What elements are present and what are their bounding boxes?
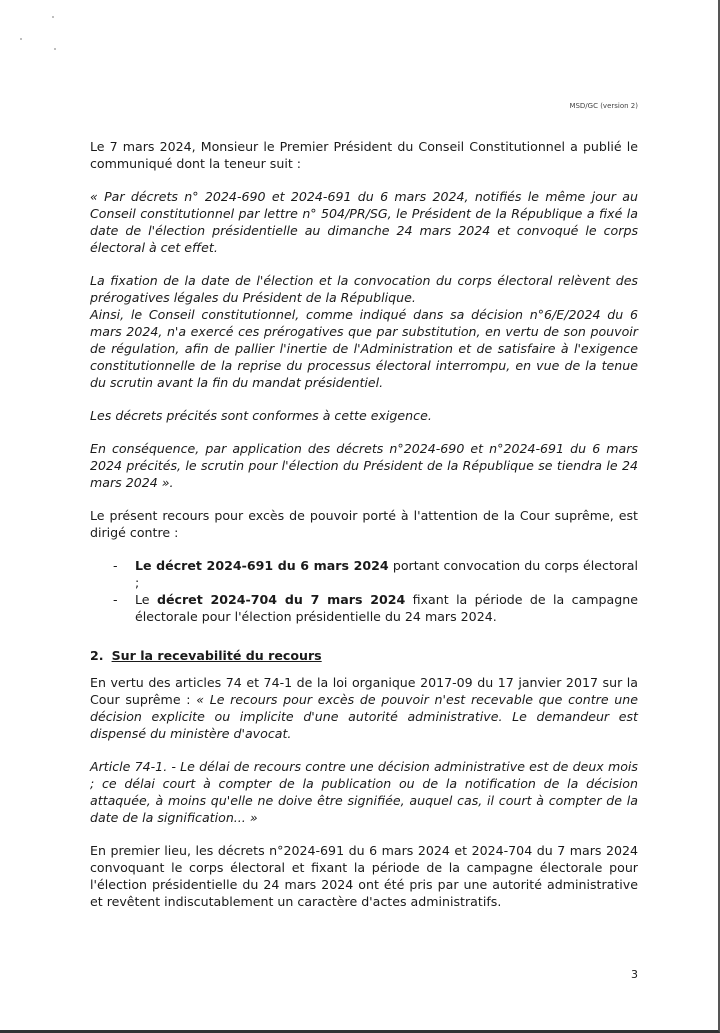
- articles-paragraph: [90, 674, 638, 742]
- intro-paragraph: Le 7 mars 2024, Monsieur le Premier Président du Conseil Constitutionnel a publié le communiqué dont la teneur suit :: [90, 139, 638, 171]
- scan-speck: [52, 16, 54, 18]
- article-74-1-paragraph: Article 74-1. - Le délai de recours contre une décision administrative est de deux mois ; ce délai court à compter de la publication ou de la notification de la décision attaquée, à moins qu'elle ne doive être signifiée, auquel cas, il court à compter de la date de la signification... »: [90, 759, 638, 825]
- contested-decrees-list: [90, 557, 638, 625]
- articles-intro: En vertu des articles 74 et 74-1 de la loi organique 2017-09 du 17 janvier 2017 sur la Cour suprême :: [90, 675, 638, 707]
- list-dash: -: [113, 558, 118, 573]
- page-number: 3: [631, 968, 638, 981]
- list-item-prefix: Le: [135, 592, 157, 607]
- quote-paragraph: Les décrets précités sont conformes à cette exigence.: [90, 408, 432, 423]
- premier-lieu-paragraph: En premier lieu, les décrets n°2024-691 du 6 mars 2024 et 2024-704 du 7 mars 2024 convoquant le corps électoral et fixant la période de la campagne électorale pour l'élection présidentielle du 24 mars 2024 ont été pris par une autorité administrative et revêtent indiscutablement un caractère d'actes administratifs.: [90, 843, 638, 909]
- quote-paragraph: Ainsi, le Conseil constitutionnel, comme indiqué dans sa décision n°6/E/2024 du 6 mars 2024, n'a exercé ces prérogatives que par substitution, en vertu de son pouvoir de régulation, afin de pallier l'inertie de l'Administration et de satisfaire à l'exigence constitutionnelle de la reprise du processus électoral interrompu, en vue de la tenue du scrutin avant la fin du mandat présidentiel.: [90, 307, 638, 390]
- list-item-text: fixant la période de la campagne électorale pour l'élection présidentielle du 24 mars 2024.: [135, 592, 638, 624]
- list-item: [90, 557, 638, 591]
- scan-speck: [20, 38, 22, 40]
- decree-title: décret 2024-704 du 7 mars 2024: [156, 592, 406, 607]
- quote-paragraph: En conséquence, par application des décrets n°2024-690 et n°2024-691 du 6 mars 2024 précités, le scrutin pour l'élection du Président de la République se tiendra le 24 mars 2024 ».: [90, 441, 638, 490]
- document-body: [90, 138, 638, 926]
- list-item-text: portant convocation du corps électoral ;: [135, 558, 639, 590]
- articles-quote: « Le recours pour excès de pouvoir n'est recevable que contre une décision explicite ou implicite d'une autorité administrative. Le demandeur est dispensé du ministère d'avocat.: [90, 692, 638, 741]
- recours-paragraph: Le présent recours pour excès de pouvoir porté à l'attention de la Cour suprême, est dirigé contre :: [90, 508, 638, 540]
- document-reference: MSD/GC (version 2): [569, 102, 638, 110]
- scan-speck: [54, 48, 56, 50]
- section-title: Sur la recevabilité du recours: [111, 648, 322, 663]
- decree-title: Le décret 2024-691 du 6 mars 2024: [135, 558, 389, 573]
- list-item: [90, 591, 638, 625]
- quote-paragraph: La fixation de la date de l'élection et la convocation du corps électoral relèvent des prérogatives légales du Président de la République.: [90, 273, 638, 305]
- quote-paragraph: « Par décrets n° 2024-690 et 2024-691 du 6 mars 2024, notifiés le même jour au Conseil constitutionnel par lettre n° 504/PR/SG, le Président de la République a fixé la date de l'élection présidentielle au dimanche 24 mars 2024 et convoqué le corps électoral à cet effet.: [90, 189, 638, 255]
- list-dash: -: [113, 592, 118, 607]
- section-number: 2.: [90, 648, 104, 663]
- section-heading: [90, 647, 638, 664]
